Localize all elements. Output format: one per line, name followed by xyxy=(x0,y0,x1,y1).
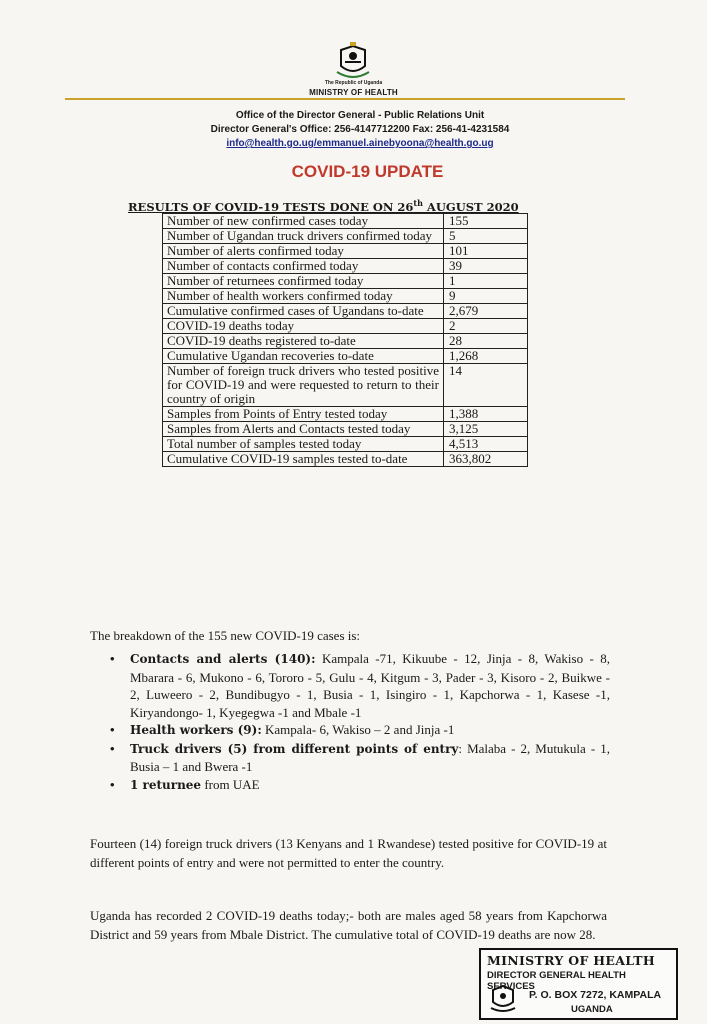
table-row xyxy=(163,244,528,259)
list-item xyxy=(90,740,610,776)
email-link[interactable]: info@health.go.ug/emmanuel.ainebyoona@health.go.ug xyxy=(226,138,494,149)
breakdown-list xyxy=(90,650,610,794)
paragraph-deaths: Uganda has recorded 2 COVID-19 deaths today;- both are males aged 58 years from Kapchorwa District and 59 years from Mbale District. The cumulative total of COVID-19 deaths are now 28. xyxy=(90,908,607,942)
row-label: Number of returnees confirmed today xyxy=(163,274,444,289)
list-item-text: Kampala- 6, Wakiso – 2 and Jinja -1 xyxy=(261,722,455,737)
office-line: Office of the Director General - Public Relations Unit xyxy=(235,110,485,121)
table-title: RESULTS OF COVID-19 TESTS DONE ON 26th AUGUST 2020 xyxy=(128,198,519,214)
table-row xyxy=(163,407,528,422)
row-value: 39 xyxy=(444,259,528,274)
row-label: Number of alerts confirmed today xyxy=(163,244,444,259)
table-row xyxy=(163,289,528,304)
ministry-heading: MINISTRY OF HEALTH xyxy=(309,88,398,97)
row-value: 3,125 xyxy=(444,422,528,437)
row-value: 1,268 xyxy=(444,349,528,364)
stamp-address: P. O. BOX 7272, KAMPALA xyxy=(529,989,662,1001)
row-label: Number of foreign truck drivers who tested positive for COVID-19 and were requested to return to their country of origin xyxy=(163,364,444,407)
list-item xyxy=(90,776,610,795)
row-value: 363,802 xyxy=(444,452,528,467)
row-label: Samples from Points of Entry tested today xyxy=(163,407,444,422)
table-row xyxy=(163,214,528,229)
row-value: 1 xyxy=(444,274,528,289)
table-row xyxy=(163,437,528,452)
stamp-directorate: DIRECTOR GENERAL HEALTH SERVICES xyxy=(487,970,626,992)
row-value: 155 xyxy=(444,214,528,229)
row-value: 14 xyxy=(444,364,528,407)
official-stamp xyxy=(479,948,678,1020)
table-row xyxy=(163,452,528,467)
header-divider xyxy=(65,98,625,100)
list-item-text: Kampala -71, Kikuube - 12, Jinja - 8, Wakiso - 8, Mbarara - 6, Mukono - 6, Tororo - 5, Gulu - 4, Kitgum - 3, Pader - 3, Kisoro - 2, Buikwe - 2, Luweero - 2, Bundibugyo - 1, Busia - 1, Isingiro - 1, Kapchorwa - 1, Kasese -1, Kiryandongo- 1, Kyegegwa -1 and Mbale -1 xyxy=(130,651,610,720)
list-item-heading: Health workers (9): xyxy=(130,723,262,737)
table-row xyxy=(163,319,528,334)
stamp-country: UGANDA xyxy=(571,1004,613,1015)
row-label: COVID-19 deaths today xyxy=(163,319,444,334)
table-row xyxy=(163,422,528,437)
row-value: 5 xyxy=(444,229,528,244)
paragraph-foreign-drivers: Fourteen (14) foreign truck drivers (13 Kenyans and 1 Rwandese) tested positive for COVID-19 at different points of entry and were not permitted to enter the country. xyxy=(90,836,607,870)
results-table xyxy=(162,213,528,467)
phone-fax-line: Director General's Office: 256-4147712200 Fax: 256-41-4231584 xyxy=(210,124,510,135)
table-row xyxy=(163,334,528,349)
republic-label: The Republic of Uganda xyxy=(324,80,383,86)
row-label: Number of contacts confirmed today xyxy=(163,259,444,274)
row-label: Cumulative COVID-19 samples tested to-date xyxy=(163,452,444,467)
row-value: 9 xyxy=(444,289,528,304)
list-item-heading: Truck drivers (5) from different points of entry xyxy=(130,741,459,756)
row-label: Samples from Alerts and Contacts tested today xyxy=(163,422,444,437)
row-label: Cumulative Ugandan recoveries to-date xyxy=(163,349,444,364)
row-label: Total number of samples tested today xyxy=(163,437,444,452)
row-label: Number of Ugandan truck drivers confirmed today xyxy=(163,229,444,244)
row-value: 28 xyxy=(444,334,528,349)
list-item-text: from UAE xyxy=(201,776,260,792)
row-value: 1,388 xyxy=(444,407,528,422)
row-value: 101 xyxy=(444,244,528,259)
table-row xyxy=(163,229,528,244)
row-value: 2,679 xyxy=(444,304,528,319)
list-item-text: : Malaba - 2, Mutukula - 1, Busia – 1 and Bwera -1 xyxy=(130,740,610,774)
list-item-heading: 1 returnee xyxy=(130,777,202,792)
stamp-emblem-icon xyxy=(489,984,517,1014)
row-label: Cumulative confirmed cases of Ugandans to-date xyxy=(163,304,444,319)
row-label: Number of new confirmed cases today xyxy=(163,214,444,229)
row-value: 2 xyxy=(444,319,528,334)
table-row xyxy=(163,274,528,289)
table-row xyxy=(163,259,528,274)
breakdown-intro: The breakdown of the 155 new COVID-19 cases is: xyxy=(90,628,361,643)
page-title: COVID-19 UPDATE xyxy=(291,162,444,181)
uganda-coat-of-arms-icon xyxy=(335,42,371,82)
list-item xyxy=(90,650,610,721)
list-item xyxy=(90,721,610,740)
row-value: 4,513 xyxy=(444,437,528,452)
table-row xyxy=(163,349,528,364)
list-item-heading: Contacts and alerts (140): xyxy=(130,652,316,666)
stamp-ministry: MINISTRY OF HEALTH xyxy=(487,953,655,968)
row-label: Number of health workers confirmed today xyxy=(163,289,444,304)
table-row xyxy=(163,364,528,407)
row-label: COVID-19 deaths registered to-date xyxy=(163,334,444,349)
table-row xyxy=(163,304,528,319)
